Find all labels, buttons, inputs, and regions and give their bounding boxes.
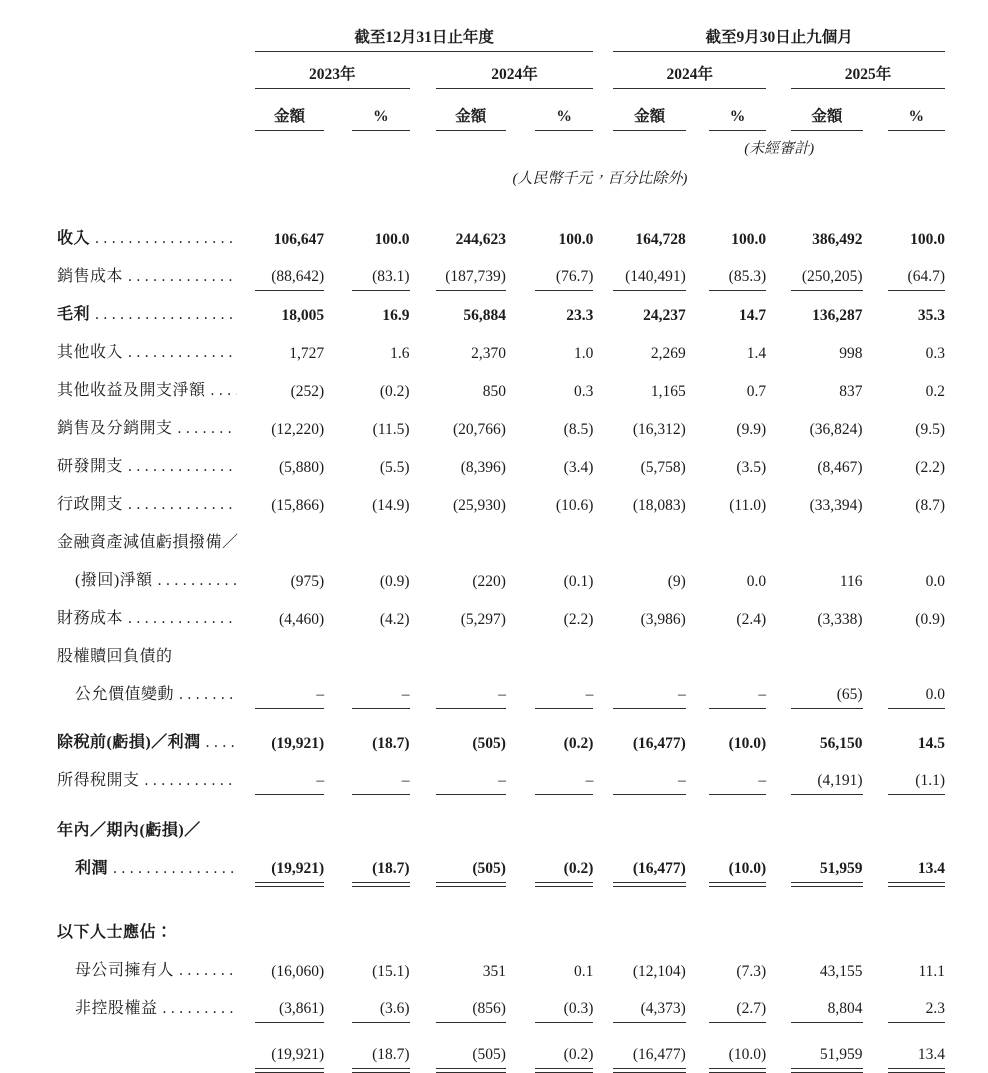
amount-cell: (9) — [667, 572, 686, 590]
row-label: 其他收益及開支淨額 ..... — [57, 367, 255, 405]
amount-cell: – — [593, 671, 685, 709]
units-note-row — [57, 157, 945, 187]
period-group-interim-cell — [593, 12, 945, 52]
amount-cell: 2,269 — [650, 344, 686, 362]
col-header-percent: % — [535, 108, 593, 131]
percent-cell: (10.0) — [686, 845, 766, 883]
percent-cell: 23.3 — [566, 306, 594, 324]
table-row — [57, 757, 945, 795]
percent-cell: (0.9) — [379, 572, 410, 590]
amount-cell: (20,766) — [453, 420, 506, 438]
dot-leader — [211, 382, 237, 399]
dot-leader — [179, 962, 237, 979]
percent-cell — [324, 909, 409, 947]
percent-cell — [686, 519, 766, 557]
amount-cell: (4,373) — [593, 985, 685, 1023]
amount-cell — [410, 633, 506, 671]
table-row — [57, 215, 945, 253]
spacer-row — [57, 795, 945, 807]
amount-cell: 106,647 — [273, 230, 325, 248]
table-row — [57, 845, 945, 883]
amount-cell: – — [410, 757, 506, 795]
percent-cell: (9.5) — [915, 420, 945, 438]
row-label: 研發開支 ..... — [57, 443, 255, 481]
dot-leader — [158, 572, 237, 589]
amount-cell: (250,205) — [766, 253, 862, 291]
percent-cell — [863, 807, 945, 845]
table-row — [57, 291, 945, 329]
percent-cell: (0.1) — [563, 572, 594, 590]
col-header-percent: % — [888, 108, 945, 131]
amount-cell: (187,739) — [410, 253, 506, 291]
amount-cell — [593, 909, 685, 947]
percent-cell: (2.2) — [563, 610, 594, 628]
percent-cell: 0.2 — [925, 382, 945, 400]
amount-cell: (975) — [290, 572, 325, 590]
row-label: 毛利 ..... — [57, 291, 255, 329]
percent-cell: (10.6) — [555, 496, 594, 514]
amount-cell: 351 — [482, 962, 506, 980]
row-label: 利潤 ..... — [57, 845, 255, 883]
row-label: 所得稅開支 ..... — [57, 757, 255, 795]
table-row — [57, 329, 945, 367]
amount-cell: 116 — [839, 572, 863, 590]
amount-cell: (19,921) — [255, 845, 324, 883]
amount-cell: (252) — [290, 382, 325, 400]
income-statement-table — [57, 12, 945, 1069]
percent-cell: 0.3 — [925, 344, 945, 362]
table-row — [57, 519, 945, 557]
percent-cell: (9.9) — [736, 420, 767, 438]
percent-cell: 16.9 — [382, 306, 410, 324]
amount-cell: – — [255, 671, 324, 709]
table-row — [57, 671, 945, 709]
col-header-amount: 金額 — [436, 108, 506, 131]
dot-leader — [95, 306, 237, 323]
table-row — [57, 367, 945, 405]
table-row — [57, 595, 945, 633]
units-note: (人民幣千元，百分比除外) — [512, 170, 688, 187]
percent-cell: – — [324, 757, 409, 795]
percent-cell: (2.2) — [915, 458, 945, 476]
amount-cell — [410, 807, 506, 845]
percent-cell: 2.3 — [863, 985, 945, 1023]
percent-cell: (85.3) — [686, 253, 766, 291]
percent-cell: (1.1) — [863, 757, 945, 795]
table-row — [57, 909, 945, 947]
amount-cell: (18,083) — [632, 496, 686, 514]
amount-cell: (16,477) — [593, 845, 685, 883]
percent-cell — [863, 633, 945, 671]
row-label: 銷售及分銷開支 ..... — [57, 405, 255, 443]
percent-cell: 14.5 — [917, 734, 945, 752]
period-group-annual-cell — [255, 12, 594, 52]
amount-cell: (15,866) — [271, 496, 325, 514]
amount-cell — [593, 807, 685, 845]
col-header-amount: 金額 — [791, 108, 862, 131]
percent-cell: 0.0 — [746, 572, 767, 590]
amount-cell — [255, 909, 324, 947]
column-header-row — [57, 89, 945, 131]
amount-cell: (25,930) — [453, 496, 506, 514]
percent-cell: (18.7) — [324, 1031, 409, 1069]
year-header-row — [57, 52, 945, 89]
dot-leader — [178, 420, 237, 437]
amount-cell: 43,155 — [819, 962, 863, 980]
amount-cell: (16,477) — [593, 1031, 685, 1069]
percent-cell: (2.7) — [686, 985, 766, 1023]
percent-cell: 0.0 — [863, 671, 945, 709]
percent-cell: (18.7) — [372, 734, 410, 752]
amount-cell: (12,104) — [632, 962, 686, 980]
col-header-amount: 金額 — [255, 108, 324, 131]
spacer-row — [57, 709, 945, 719]
percent-cell: (11.0) — [729, 496, 767, 514]
amount-cell — [593, 633, 685, 671]
amount-cell: – — [593, 757, 685, 795]
row-label: 金融資產減值虧損撥備／ — [57, 534, 239, 552]
percent-cell: 100.0 — [558, 230, 594, 248]
amount-cell: (140,491) — [593, 253, 685, 291]
percent-cell: – — [324, 671, 409, 709]
row-label: 收入 ..... — [57, 215, 255, 253]
percent-cell — [686, 807, 766, 845]
dot-leader — [95, 230, 237, 247]
amount-cell: 837 — [839, 382, 863, 400]
amount-cell: 244,623 — [455, 230, 506, 248]
year-2025-label: 2025年 — [791, 66, 945, 89]
dot-leader — [145, 772, 237, 789]
percent-cell: (14.9) — [372, 496, 410, 514]
percent-cell: (18.7) — [324, 845, 409, 883]
amount-cell: (16,060) — [271, 962, 325, 980]
amount-cell: (856) — [410, 985, 506, 1023]
percent-cell: 11.1 — [918, 962, 945, 980]
percent-cell: (0.9) — [915, 610, 945, 628]
amount-cell — [410, 519, 506, 557]
table-header — [57, 12, 945, 215]
amount-cell: 51,959 — [766, 845, 862, 883]
spacer-row — [57, 1023, 945, 1031]
percent-cell: – — [506, 671, 593, 709]
percent-cell: (8.5) — [563, 420, 594, 438]
percent-cell: (4.2) — [379, 610, 410, 628]
percent-cell: (64.7) — [863, 253, 945, 291]
percent-cell — [506, 519, 593, 557]
amount-cell: 18,005 — [281, 306, 325, 324]
amount-cell: (505) — [472, 734, 506, 752]
percent-cell: – — [686, 671, 766, 709]
amount-cell: (3,986) — [640, 610, 686, 628]
amount-cell: 386,492 — [812, 230, 863, 248]
amount-cell: (5,297) — [460, 610, 506, 628]
period-group-annual-label: 截至12月31日止年度 — [255, 29, 594, 52]
percent-cell: (0.3) — [506, 985, 593, 1023]
percent-cell: (76.7) — [506, 253, 593, 291]
percent-cell: 14.7 — [739, 306, 767, 324]
percent-cell: 100.0 — [910, 230, 945, 248]
amount-cell: (505) — [410, 845, 506, 883]
dot-leader — [128, 496, 237, 513]
percent-cell: (8.7) — [915, 496, 945, 514]
percent-cell — [506, 633, 593, 671]
row-label: 年內／期內(虧損)／ — [57, 822, 201, 840]
period-group-row — [57, 12, 945, 52]
dot-leader — [128, 268, 237, 285]
percent-cell: (15.1) — [372, 962, 410, 980]
percent-cell: 100.0 — [374, 230, 410, 248]
amount-cell: 998 — [839, 344, 863, 362]
table-row — [57, 1031, 945, 1069]
amount-cell: (4,191) — [766, 757, 862, 795]
amount-cell — [255, 519, 324, 557]
amount-cell: – — [255, 757, 324, 795]
percent-cell — [686, 909, 766, 947]
amount-cell: (16,477) — [632, 734, 686, 752]
period-group-interim-label: 截至9月30日止九個月 — [613, 29, 945, 52]
col-header-percent: % — [352, 108, 409, 131]
percent-cell: 1.0 — [574, 344, 594, 362]
amount-cell: 51,959 — [766, 1031, 862, 1069]
dot-leader — [206, 734, 237, 751]
unaudited-note-row — [57, 131, 945, 157]
percent-cell: 0.0 — [925, 572, 945, 590]
year-2023-cell — [255, 52, 410, 89]
amount-cell: 136,287 — [812, 306, 863, 324]
table-row — [57, 443, 945, 481]
table-row — [57, 947, 945, 985]
percent-cell: (11.5) — [372, 420, 410, 438]
table-row — [57, 985, 945, 1023]
percent-cell: (3.4) — [563, 458, 594, 476]
percent-cell: 1.4 — [746, 344, 767, 362]
dot-leader — [128, 610, 237, 627]
percent-cell: 35.3 — [917, 306, 945, 324]
row-label: 股權贖回負債的 — [57, 648, 173, 666]
percent-cell: (3.5) — [736, 458, 767, 476]
amount-cell: 24,237 — [643, 306, 686, 324]
percent-cell: (5.5) — [379, 458, 410, 476]
amount-cell: 2,370 — [471, 344, 506, 362]
financial-table-body — [57, 215, 945, 1069]
table-row — [57, 633, 945, 671]
percent-cell — [686, 633, 766, 671]
percent-cell: (0.2) — [563, 734, 594, 752]
year-2024-label: 2024年 — [436, 66, 594, 89]
amount-cell: 1,727 — [289, 344, 325, 362]
amount-cell: (4,460) — [278, 610, 325, 628]
percent-cell: (2.4) — [736, 610, 767, 628]
row-label — [57, 1031, 255, 1069]
row-label: 以下人士應佔： — [57, 924, 173, 942]
amount-cell — [255, 807, 324, 845]
amount-cell: (5,758) — [640, 458, 686, 476]
percent-cell — [324, 807, 409, 845]
dot-leader — [113, 860, 237, 877]
amount-cell — [766, 909, 862, 947]
amount-cell: (36,824) — [809, 420, 863, 438]
percent-cell — [324, 519, 409, 557]
amount-cell — [255, 633, 324, 671]
year-2024-interim-cell — [593, 52, 766, 89]
amount-cell: 1,165 — [650, 382, 686, 400]
year-2023-label: 2023年 — [255, 66, 410, 89]
amount-cell: (19,921) — [271, 734, 325, 752]
amount-cell: (8,467) — [817, 458, 863, 476]
row-label: 行政開支 ..... — [57, 481, 255, 519]
percent-cell — [863, 519, 945, 557]
amount-cell: (65) — [766, 671, 862, 709]
percent-cell: (0.2) — [506, 1031, 593, 1069]
amount-cell — [593, 519, 685, 557]
percent-cell: 100.0 — [731, 230, 767, 248]
amount-cell: (3,861) — [255, 985, 324, 1023]
amount-cell: (5,880) — [278, 458, 325, 476]
table-row — [57, 807, 945, 845]
row-label: 母公司擁有人 ..... — [57, 947, 255, 985]
amount-cell: (19,921) — [255, 1031, 324, 1069]
amount-cell: (8,396) — [460, 458, 506, 476]
percent-cell: – — [686, 757, 766, 795]
row-label: 財務成本 ..... — [57, 595, 255, 633]
table-row — [57, 557, 945, 595]
percent-cell: (83.1) — [324, 253, 409, 291]
amount-cell: (33,394) — [809, 496, 863, 514]
amount-cell — [410, 909, 506, 947]
amount-cell: 850 — [482, 382, 506, 400]
amount-cell: (16,312) — [632, 420, 686, 438]
amount-cell — [766, 807, 862, 845]
amount-cell: (12,220) — [271, 420, 325, 438]
dot-leader — [163, 1000, 237, 1017]
row-label: 非控股權益 ..... — [57, 985, 255, 1023]
table-row — [57, 481, 945, 519]
percent-cell: (7.3) — [736, 962, 767, 980]
amount-cell — [766, 633, 862, 671]
amount-cell: 8,804 — [766, 985, 862, 1023]
year-2024-interim-label: 2024年 — [613, 66, 766, 89]
amount-cell: 56,884 — [463, 306, 506, 324]
row-label: 除稅前(虧損)／利潤 ..... — [57, 719, 255, 757]
col-header-amount: 金額 — [613, 108, 685, 131]
amount-cell: – — [410, 671, 506, 709]
dot-leader — [179, 686, 237, 703]
percent-cell — [506, 807, 593, 845]
table-row — [57, 253, 945, 291]
percent-cell — [863, 909, 945, 947]
dot-leader — [128, 458, 237, 475]
row-label: 其他收入 ..... — [57, 329, 255, 367]
amount-cell: (220) — [472, 572, 506, 590]
percent-cell: 0.7 — [746, 382, 767, 400]
year-2025-cell — [766, 52, 945, 89]
percent-cell: (3.6) — [324, 985, 409, 1023]
amount-cell: 164,728 — [635, 230, 686, 248]
amount-cell: (3,338) — [817, 610, 863, 628]
amount-cell: (505) — [410, 1031, 506, 1069]
amount-cell — [766, 519, 862, 557]
percent-cell: 13.4 — [863, 845, 945, 883]
percent-cell: – — [506, 757, 593, 795]
table-row — [57, 405, 945, 443]
table-row — [57, 719, 945, 757]
amount-cell: 56,150 — [819, 734, 863, 752]
percent-cell: 0.3 — [574, 382, 594, 400]
col-header-percent: % — [709, 108, 766, 131]
unaudited-note: (未經審計) — [744, 140, 815, 157]
percent-cell: (10.0) — [686, 1031, 766, 1069]
percent-cell: 13.4 — [863, 1031, 945, 1069]
percent-cell: (0.2) — [379, 382, 410, 400]
percent-cell — [506, 909, 593, 947]
percent-cell — [324, 633, 409, 671]
year-2024-cell — [410, 52, 594, 89]
dot-leader — [128, 344, 237, 361]
row-label: 銷售成本 ..... — [57, 253, 255, 291]
percent-cell: 1.6 — [390, 344, 410, 362]
row-label: (撥回)淨額 ..... — [57, 557, 255, 595]
amount-cell: (88,642) — [255, 253, 324, 291]
row-label: 公允價值變動 ..... — [57, 671, 255, 709]
percent-cell: (10.0) — [728, 734, 767, 752]
percent-cell: (0.2) — [506, 845, 593, 883]
percent-cell: 0.1 — [574, 962, 594, 980]
